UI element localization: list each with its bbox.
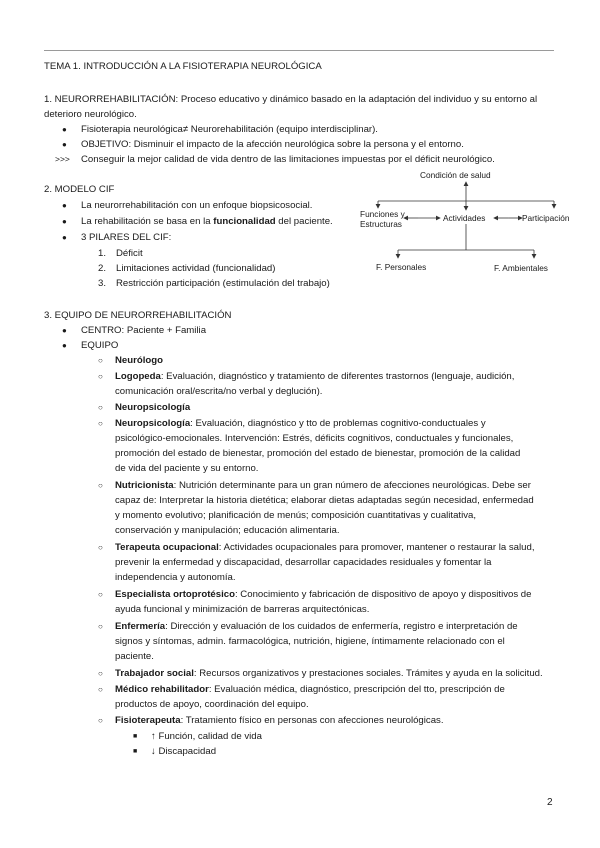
circle-bullet-icon: ○ [98, 543, 103, 552]
item-title: Neurólogo [115, 355, 163, 366]
section1-heading: 1. NEURORREHABILITACIÓN: [44, 94, 179, 105]
section2-heading: 2. MODELO CIF [44, 184, 115, 195]
item-title: Neuropsicología [115, 402, 191, 413]
numbered-marker: 3. [98, 278, 107, 289]
team-item-logopeda-cont: comunicación oral/escrita/no verbal y deglución). [115, 386, 323, 397]
bullet-icon: ● [62, 140, 67, 149]
circle-bullet-icon: ○ [98, 716, 103, 725]
circle-bullet-icon: ○ [98, 685, 103, 694]
item-line: : Actividades ocupacionales para promover, mantener o restaurar la salud, [218, 542, 535, 553]
team-item-logopeda [115, 369, 555, 384]
section3-equipo: EQUIPO [81, 340, 119, 351]
section1-bullet-1: Fisioterapia neurológica≠ Neurorehabilitación (equipo interdisciplinar). [81, 124, 378, 135]
item-line: psicológico-emocionales. Intervención: Estrés, déficits cognitivos, conductuales y funcionales, [115, 433, 514, 444]
numbered-item-1: Déficit [116, 248, 143, 259]
item-title: Trabajador social [115, 668, 194, 679]
section1-bullet-2: OBJETIVO: Disminuir el impacto de la afección neurológica sobre la persona y el entorno. [81, 139, 464, 150]
item-line: : Evaluación, diagnóstico y tto de problemas cognitivo-conductuales y [190, 418, 486, 429]
section2-bullet-3: 3 PILARES DEL CIF: [81, 232, 172, 243]
item-line: capaz de: Interpretar la historia dietética; elaborar dietas adaptadas según necesidad, enfermedad [115, 495, 534, 506]
item-line: paciente. [115, 651, 154, 662]
team-item-enfermeria [115, 619, 555, 634]
team-item-fisioterapeuta [115, 713, 555, 728]
item-line: : Dirección y evaluación de los cuidados de enfermería, registro e interpretación de [165, 621, 518, 632]
item-line: ayuda funcional y minimización de barreras arquitectónicas. [115, 604, 370, 615]
item-title: Fisioterapeuta [115, 715, 181, 726]
circle-bullet-icon: ○ [98, 372, 103, 381]
diagram-top-label: Condición de salud [420, 170, 491, 180]
section2-bullet-2 [81, 214, 333, 229]
bullet2-post: del paciente. [275, 216, 333, 227]
section1-line1 [44, 92, 537, 107]
bullet2-pre: La rehabilitación se basa en la [81, 216, 214, 227]
item-line: : Evaluación médica, diagnóstico, prescripción del tto, prescripción de [208, 684, 505, 695]
square-bullet-icon: ■ [133, 733, 138, 740]
circle-bullet-icon: ○ [98, 356, 103, 365]
diagram-center-label: Actividades [443, 213, 486, 223]
team-item-ortoprotesico [115, 587, 555, 602]
item-line: : Nutrición determinante para un gran número de afecciones neurológicas. Debe ser [173, 480, 531, 491]
diagram-left-label-2: Estructuras [360, 219, 402, 229]
section1-arrow-item: Conseguir la mejor calidad de vida dentro de las limitaciones impuestas por el déficit neurológico. [81, 154, 495, 165]
bullet-icon: ● [62, 125, 67, 134]
item-title: Neuropsicología [115, 418, 191, 429]
sub-item-funcion: ↑ Función, calidad de vida [151, 731, 262, 742]
cif-diagram [358, 168, 578, 278]
page-number: 2 [547, 797, 553, 808]
item-title: Especialista ortoprotésico [115, 589, 235, 600]
item-line: signos y síntomas, admin. farmacológica, nutrición, higiene, íntimamente relacionado con el [115, 636, 505, 647]
item-line: : Tratamiento físico en personas con afecciones neurológicas. [180, 715, 444, 726]
circle-bullet-icon: ○ [98, 622, 103, 631]
item-line: prevenir la enfermedad y discapacidad, desarrollar capacidades residuales y fomentar la [115, 557, 492, 568]
section2-bullet-1: La neurorrehabilitación con un enfoque biopsicosocial. [81, 200, 313, 211]
circle-bullet-icon: ○ [98, 403, 103, 412]
team-item-trabajador-social [115, 666, 555, 681]
section1-text-line2: deterioro neurológico. [44, 109, 137, 120]
item-line: : Conocimiento y fabricación de dispositivo de apoyo y dispositivos de [234, 589, 532, 600]
page-title: TEMA 1. INTRODUCCIÓN A LA FISIOTERAPIA NEUROLÓGICA [44, 61, 322, 72]
circle-bullet-icon: ○ [98, 590, 103, 599]
team-item-neuropsicologia-2 [115, 416, 555, 431]
item-title: Terapeuta ocupacional [115, 542, 219, 553]
diagram-left-label-1: Funciones y [360, 209, 405, 219]
section3-heading: 3. EQUIPO DE NEURORREHABILITACIÓN [44, 310, 232, 321]
bullet-icon: ● [62, 201, 67, 210]
item-line: independencia y autonomía. [115, 572, 236, 583]
team-item-neuropsicologia-1 [115, 400, 555, 415]
item-line: : Recursos organizativos y prestaciones sociales. Trámites y ayuda en la solicitud. [193, 668, 543, 679]
centro-text: Paciente + Familia [124, 325, 207, 336]
team-item-medico [115, 682, 555, 697]
arrow-marker: >>> [55, 154, 70, 164]
item-title: Enfermería [115, 621, 166, 632]
header-rule [44, 50, 554, 51]
numbered-item-3: Restricción participación (estimulación del trabajo) [116, 278, 330, 289]
item-line: conservación y manipulación; educación alimentaria. [115, 525, 340, 536]
numbered-item-2: Limitaciones actividad (funcionalidad) [116, 263, 276, 274]
section3-centro [81, 323, 206, 338]
item-line: y momento evolutivo; planificación de menús; composición cuantitativas y cualitativa, [115, 510, 477, 521]
bullet-icon: ● [62, 341, 67, 350]
square-bullet-icon: ■ [133, 748, 138, 755]
circle-bullet-icon: ○ [98, 419, 103, 428]
team-item-nutricionista [115, 478, 555, 493]
numbered-marker: 2. [98, 263, 107, 274]
team-item-neurologo [115, 353, 555, 368]
team-item-terapeuta [115, 540, 555, 555]
bullet2-bold: funcionalidad [213, 216, 276, 227]
item-line: : Evaluación, diagnóstico y tratamiento de diferentes trastornos (lenguaje, audición, [160, 371, 515, 382]
bullet-icon: ● [62, 326, 67, 335]
item-line: productos de apoyo, coordinación del equipo. [115, 699, 309, 710]
centro-label: CENTRO: [81, 325, 125, 336]
sub-item-discapacidad: ↓ Discapacidad [151, 746, 217, 757]
bullet-icon: ● [62, 233, 67, 242]
bullet-icon: ● [62, 217, 67, 226]
item-title: Médico rehabilitador [115, 684, 209, 695]
item-line: promoción del estado de bienestar, promoción del estado de bienestar, promoción de la calidad [115, 448, 521, 459]
circle-bullet-icon: ○ [98, 481, 103, 490]
diagram-right-label: Participación [522, 213, 570, 223]
item-line: de vida del paciente y su entorno. [115, 463, 259, 474]
circle-bullet-icon: ○ [98, 669, 103, 678]
section1-text-line1: Proceso educativo y dinámico basado en la adaptación del individuo y su entorno al [178, 94, 538, 105]
diagram-bottom-right-label: F. Ambientales [494, 263, 548, 273]
diagram-bottom-left-label: F. Personales [376, 262, 427, 272]
item-title: Nutricionista [115, 480, 174, 491]
item-title: Logopeda [115, 371, 161, 382]
numbered-marker: 1. [98, 248, 107, 259]
